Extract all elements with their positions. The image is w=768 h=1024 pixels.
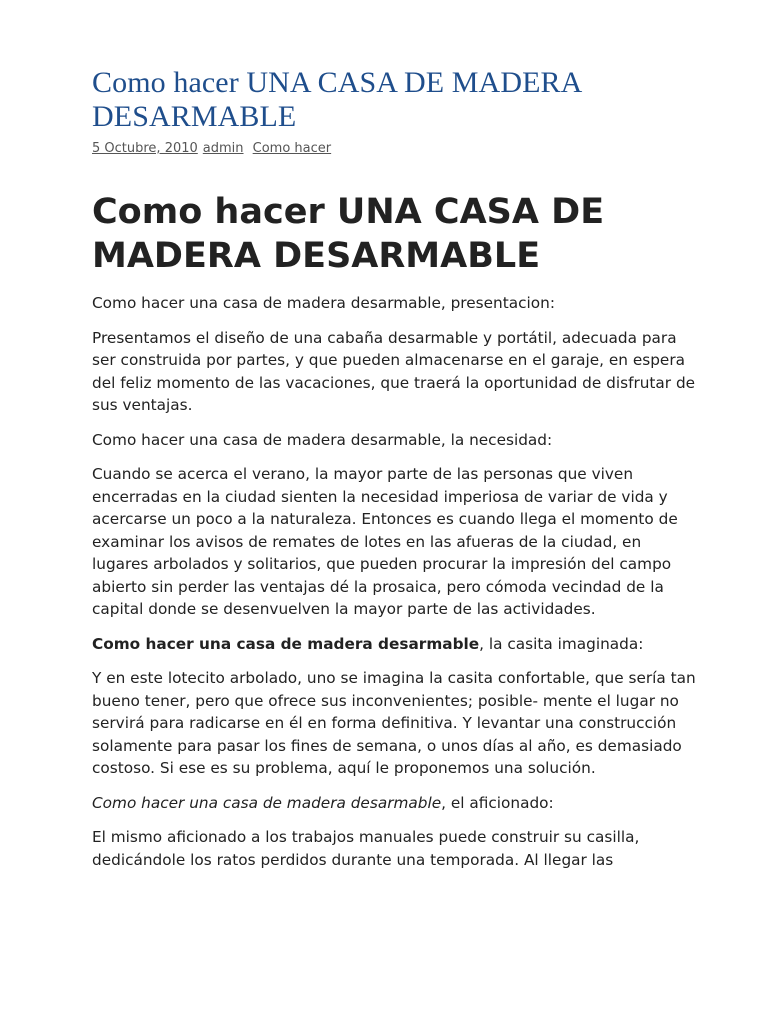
paragraph-presentacion: Como hacer una casa de madera desarmable, presentacion: bbox=[92, 294, 555, 312]
paragraph-casita-imaginada bbox=[92, 633, 702, 656]
post-meta bbox=[92, 140, 702, 158]
page-content bbox=[92, 66, 702, 883]
paragraph-text: , la casita imaginada: bbox=[479, 634, 644, 653]
paragraph-trabajos-manuales: El mismo aficionado a los trabajos manuales puede construir su casilla, dedicándole los ratos perdidos durante una temporada. Al llegar las bbox=[92, 828, 640, 869]
post-author-link[interactable]: admin bbox=[202, 141, 244, 156]
article-heading: Como hacer UNA CASA DE MADERA DESARMABLE bbox=[92, 192, 605, 276]
italic-phrase: Como hacer una casa de madera desarmable bbox=[92, 793, 442, 812]
paragraph-lotecito: Y en este lotecito arbolado, uno se imagina la casita confortable, que sería tan bueno tener, pero que ofrece sus inconvenientes; posible- mente el lugar no servirá para radicarse en él en forma definitiva. Y levantar una construcción solamente para pasar los fines de semana, o unos días al año, es demasiado costoso. Si ese es su problema, aquí le proponemos una solución. bbox=[92, 669, 696, 777]
post-category-link[interactable]: Como hacer bbox=[252, 141, 332, 156]
paragraph-text: , el aficionado: bbox=[441, 793, 554, 812]
paragraph-aficionado bbox=[92, 792, 702, 815]
paragraph-necesidad: Como hacer una casa de madera desarmable, la necesidad: bbox=[92, 430, 553, 449]
paragraph-verano: Cuando se acerca el verano, la mayor parte de las personas que viven encerradas en la ciudad sienten la necesidad imperiosa de variar de vida y acercarse un poco a la naturaleza. Entonces es cuando llega el momento de examinar los avisos de remates de lotes en las afueras de la ciudad, en lugares arbolados y solitarios, que pueden procurar la impresión del campo abierto sin perder las ventajas dé la prosaica, pero cómoda vecindad de la capital donde se desenvuelven la mayor parte de las actividades. bbox=[92, 465, 678, 618]
post-date-link[interactable]: 5 Octubre, 2010 bbox=[92, 141, 198, 156]
bold-phrase: Como hacer una casa de madera desarmable bbox=[92, 634, 480, 653]
post-title[interactable]: Como hacer UNA CASA DE MADERA DESARMABLE bbox=[92, 66, 581, 133]
paragraph-diseno: Presentamos el diseño de una cabaña desarmable y portátil, adecuada para ser construida por partes, y que pueden almacenarse en el garaje, en espera del feliz momento de las vacaciones, que traerá la oportunidad de disfrutar de sus ventajas. bbox=[92, 328, 696, 414]
